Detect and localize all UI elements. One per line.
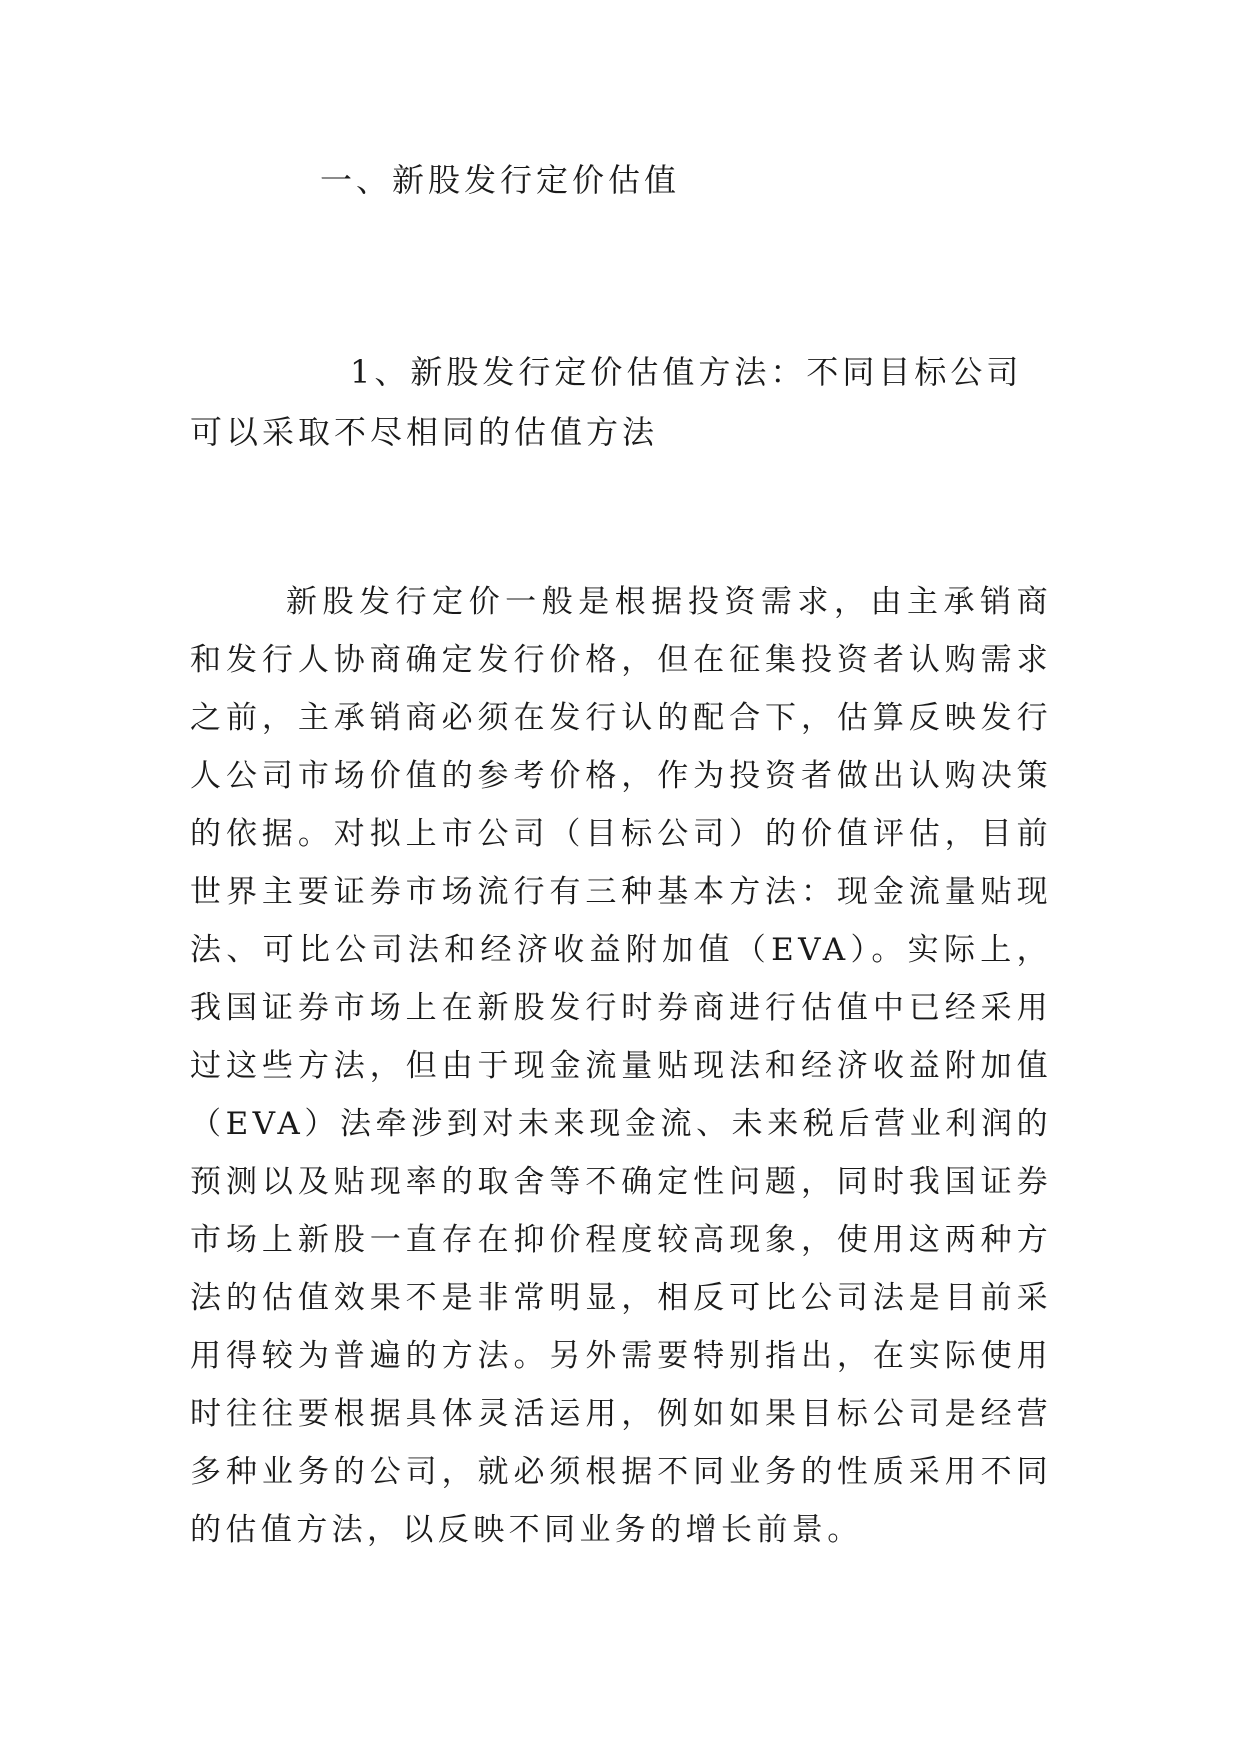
body-paragraph: 新股发行定价一般是根据投资需求，由主承销商和发行人协商确定发行价格，但在征集投资者认购需求之前，主承销商必须在发行认的配合下，估算反映发行人公司市场价值的参考价格，作为投资者做出认购决策的依据。对拟上市公司（目标公司）的价值评估，目前世界主要证券市场流行有三种基本方法：现金流量贴现法、可比公司法和经济收益附加值（EVA）。实际上，我国证券市场上在新股发行时券商进行估值中已经采用过这些方法，但由于现金流量贴现法和经济收益附加值（EVA）法牵涉到对未来现金流、未来税后营业利润的预测以及贴现率的取舍等不确定性问题，同时我国证券市场上新股一直存在抑价程度较高现象，使用这两种方法的估值效果不是非常明显，相反可比公司法是目前采用得较为普遍的方法。另外需要特别指出，在实际使用时往往要根据具体灵活运用，例如如果目标公司是经营多种业务的公司，就必须根据不同业务的性质采用不同的估值方法，以反映不同业务的增长前景。	[190, 584, 1052, 1548]
section-heading: 一、新股发行定价估值	[320, 161, 681, 199]
subsection-heading: 1、新股发行定价估值方法：不同目标公司可以采取不尽相同的估值方法	[190, 353, 1023, 451]
